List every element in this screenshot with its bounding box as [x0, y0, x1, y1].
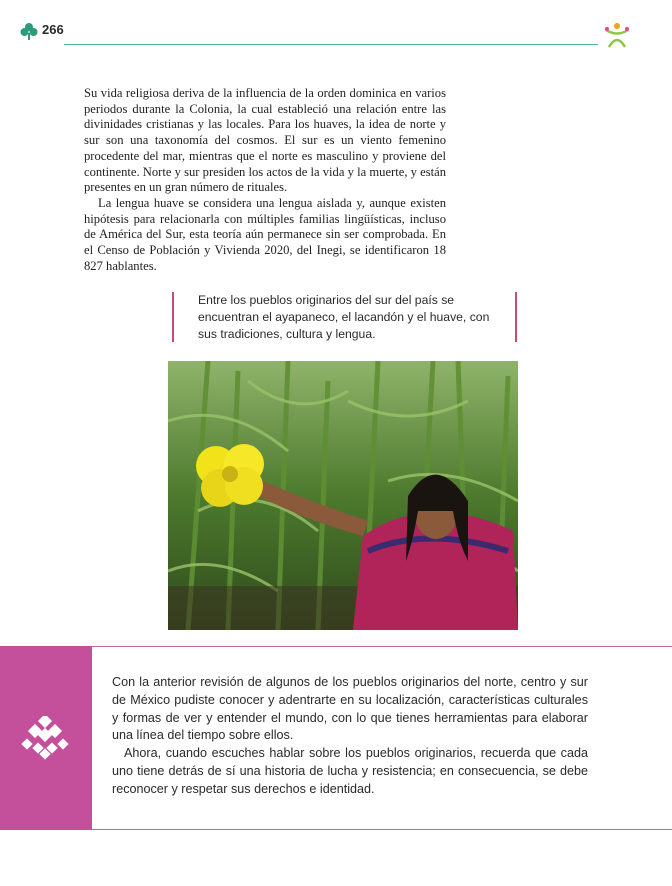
header-rule: [64, 44, 598, 45]
page-number: 266: [42, 22, 64, 37]
embroidered-flower-icon: [21, 716, 69, 762]
closing-paragraph: Ahora, cuando escuches hablar sobre los pueblos originarios, recuerda que cada uno tiene detrás de sí una historia de lucha y resistencia; en consecuencia, se debe reconocer y respetar sus derechos e identidad.: [112, 746, 588, 796]
callout-bar-right: [515, 292, 517, 342]
leaf-cluster-icon: [20, 22, 38, 40]
closing-text: [112, 674, 588, 799]
closing-paragraph: Con la anterior revisión de algunos de los pueblos originarios del norte, centro y sur de México pudiste conocer y adentrarte en su localización, características culturales y formas de ver y entender el mundo, con lo que tienes herramientas para elaborar una línea del tiempo sobre ellos.: [112, 675, 588, 743]
body-paragraph: Su vida religiosa deriva de la influencia de la orden dominica en varios periodos durante la Colonia, la cual estableció una relación entre las divinidades cristianas y las locales. Para los huaves, la idea de norte y sur son una taxonomía del cosmos. El sur es un viento femenino procedente del mar, mientras que el norte es masculino y proviene del continente. Norte y sur presiden los actos de la vida y la muerte, y están presentes en un gran número de rituales.: [84, 86, 446, 195]
people-emblem-icon: [603, 21, 631, 49]
band-rule-bottom: [92, 829, 672, 830]
photo-caption-callout: [172, 292, 517, 342]
body-paragraph: La lengua huave se considera una lengua aislada y, aunque existen hipótesis para relacionarla con múltiples familias lingüísticas, incluso de América del Sur, esta teoría aún permanece sin ser comprobada. En el Censo de Población y Vivienda 2020, del Inegi, se identificaron 18 827 hablantes.: [84, 195, 446, 273]
band-rule-top: [92, 646, 672, 647]
band-side-panel: [0, 646, 92, 830]
body-text: [84, 86, 446, 274]
closing-section: [0, 646, 672, 830]
cornfield-photo: [168, 361, 518, 630]
callout-bar-left: [172, 292, 174, 342]
callout-text: Entre los pueblos originarios del sur del país se encuentran el ayapaneco, el lacandón y el huave, con sus tradiciones, cultura y lengua.: [198, 293, 490, 341]
